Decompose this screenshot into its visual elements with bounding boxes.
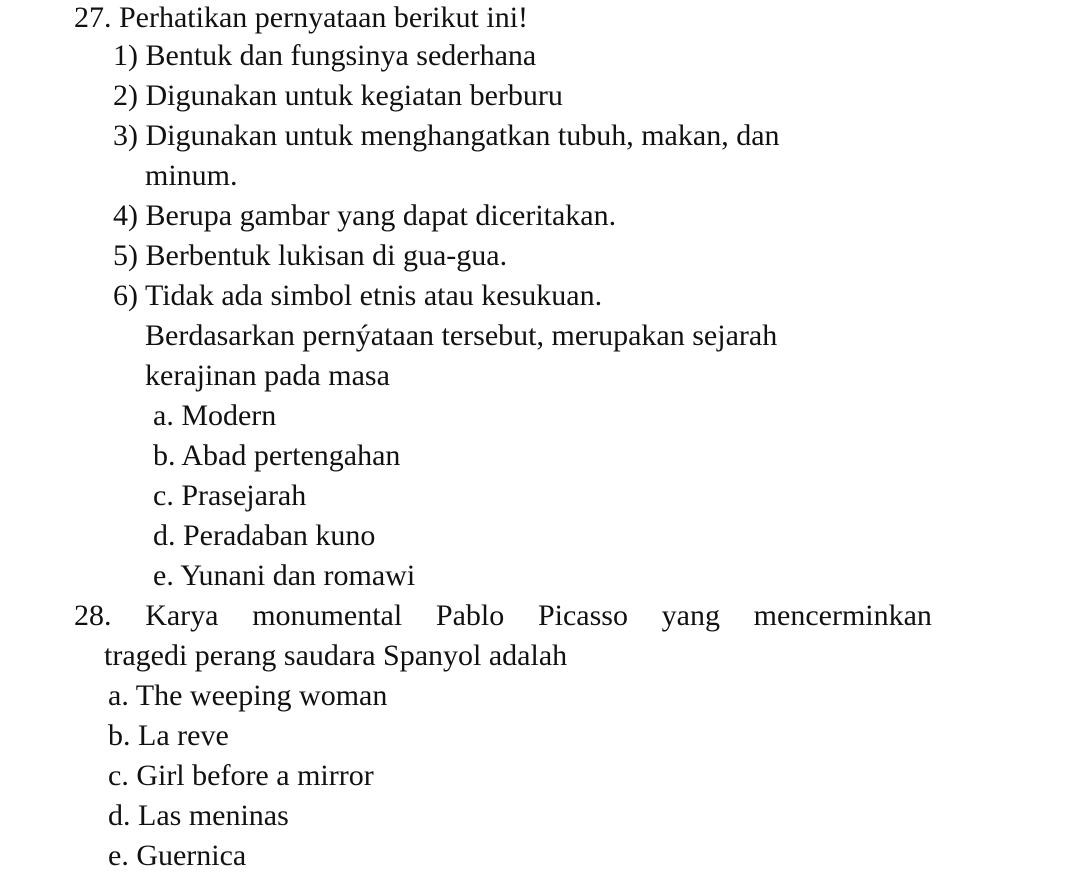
question-prompt: Perhatikan pernyataan berikut ini!	[119, 1, 529, 34]
option-c: c. Prasejarah	[153, 479, 307, 512]
question-number: 28.	[74, 599, 112, 632]
prompt-word: Karya	[145, 599, 219, 632]
question-27-header	[74, 0, 528, 38]
question-prompt-line-2: tragedi perang saudara Spanyol adalah	[104, 639, 568, 672]
statement-5: 5) Berbentuk lukisan di gua-gua.	[113, 239, 508, 272]
statement-4: 4) Berupa gambar yang dapat diceritakan.	[113, 199, 617, 232]
prompt-word: Picasso	[537, 599, 628, 632]
question-stem-line-1: Berdasarkan pernýataan tersebut, merupakan sejarah	[145, 319, 778, 352]
option-e: e. Guernica	[108, 839, 247, 872]
option-d: d. Peradaban kuno	[153, 519, 376, 552]
option-a: a. The weeping woman	[108, 679, 388, 712]
statement-3-continuation: minum.	[145, 159, 238, 192]
option-e: e. Yunani dan romawi	[153, 559, 416, 592]
prompt-word: mencerminkan	[753, 599, 932, 632]
option-c: c. Girl before a mirror	[108, 759, 374, 792]
question-stem-line-2: kerajinan pada masa	[145, 359, 390, 392]
question-28-header	[74, 596, 932, 636]
option-d: d. Las meninas	[108, 799, 289, 832]
statement-2: 2) Digunakan untuk kegiatan berburu	[113, 79, 563, 112]
question-number: 27.	[74, 1, 112, 34]
prompt-word: Pablo	[435, 599, 505, 632]
statement-1: 1) Bentuk dan fungsinya sederhana	[113, 39, 537, 72]
option-a: a. Modern	[153, 399, 277, 432]
statement-3: 3) Digunakan untuk menghangatkan tubuh, makan, dan	[113, 119, 780, 152]
statement-6: 6) Tidak ada simbol etnis atau kesukuan.	[113, 279, 603, 312]
option-b: b. La reve	[108, 719, 229, 752]
option-b: b. Abad pertengahan	[153, 439, 401, 472]
prompt-word: monumental	[252, 599, 403, 632]
prompt-word: yang	[661, 599, 720, 632]
